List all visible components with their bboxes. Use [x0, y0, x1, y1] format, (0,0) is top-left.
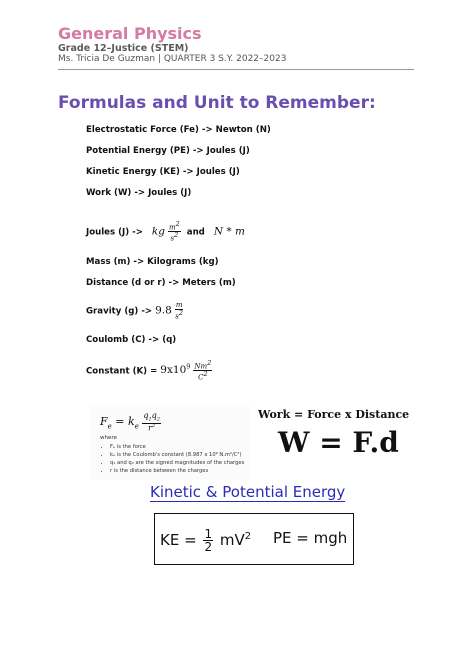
section-heading: Formulas and Unit to Remember:	[58, 93, 376, 113]
item-distance: Distance (d or r) -> Meters (m)	[86, 278, 236, 288]
item-potential-energy: Potential Energy (PE) -> Joules (J)	[86, 146, 250, 156]
coulomb-law-equation: $F_e = k_e$ $\frac{q_1q_2}{r^2}$	[100, 411, 160, 433]
joules-fraction: $\frac{m^2}{s^2}$	[169, 220, 180, 243]
item-gravity	[86, 302, 183, 320]
definition-item: • kₑ is the Coulomb's constant (8.987 x 10⁹ N.m²/C²)	[110, 451, 244, 459]
grade-section: Grade 12–Justice (STEM)	[58, 43, 189, 54]
energy-title: Kinetic & Potential Energy	[150, 483, 346, 501]
item-constant	[86, 360, 212, 382]
item-work: Work (W) -> Joules (J)	[86, 188, 192, 198]
joules-alt: N * m	[213, 225, 245, 238]
item-electrostatic-force: Electrostatic Force (Fe) -> Newton (N)	[86, 125, 271, 135]
potential-energy-formula: PE = mgh	[273, 529, 348, 547]
gravity-fraction: $\frac{m}{s^2}$	[175, 301, 183, 321]
item-joules	[86, 221, 245, 243]
item-kinetic-energy: Kinetic Energy (KE) -> Joules (J)	[86, 167, 240, 177]
constant-fraction: $\frac{Nm^2}{C^2}$	[194, 359, 212, 382]
coulomb-where: where	[100, 435, 117, 441]
teacher-quarter: Ms. Tricia De Guzman | QUARTER 3 S.Y. 2022–2023	[58, 54, 287, 64]
joules-kg: kg	[151, 225, 165, 238]
joules-label: Joules (J) ->	[86, 227, 143, 238]
coulomb-definitions	[100, 443, 244, 475]
definition-item: • Fₑ is the force	[110, 443, 244, 451]
gravity-value: 9.8	[155, 304, 172, 317]
work-label: Work = Force x Distance	[258, 408, 410, 421]
definition-item: • r is the distance between the charges	[110, 467, 244, 475]
gravity-label: Gravity (g) ->	[86, 306, 153, 317]
item-mass: Mass (m) -> Kilograms (kg)	[86, 257, 219, 267]
constant-value: $9x10^9$	[160, 362, 191, 377]
kinetic-energy-formula: KE = $\frac{1}{2}$ $mV^2$	[160, 527, 252, 554]
course-title: General Physics	[58, 24, 202, 43]
definition-item: • q₁ and q₂ are the signed magnitudes of the charges	[110, 459, 244, 467]
work-equation: W = F.d	[278, 426, 399, 459]
joules-and: and	[186, 227, 205, 238]
item-coulomb: Coulomb (C) -> (q)	[86, 335, 177, 345]
constant-label: Constant (K) =	[86, 366, 158, 377]
header-divider	[58, 69, 414, 70]
